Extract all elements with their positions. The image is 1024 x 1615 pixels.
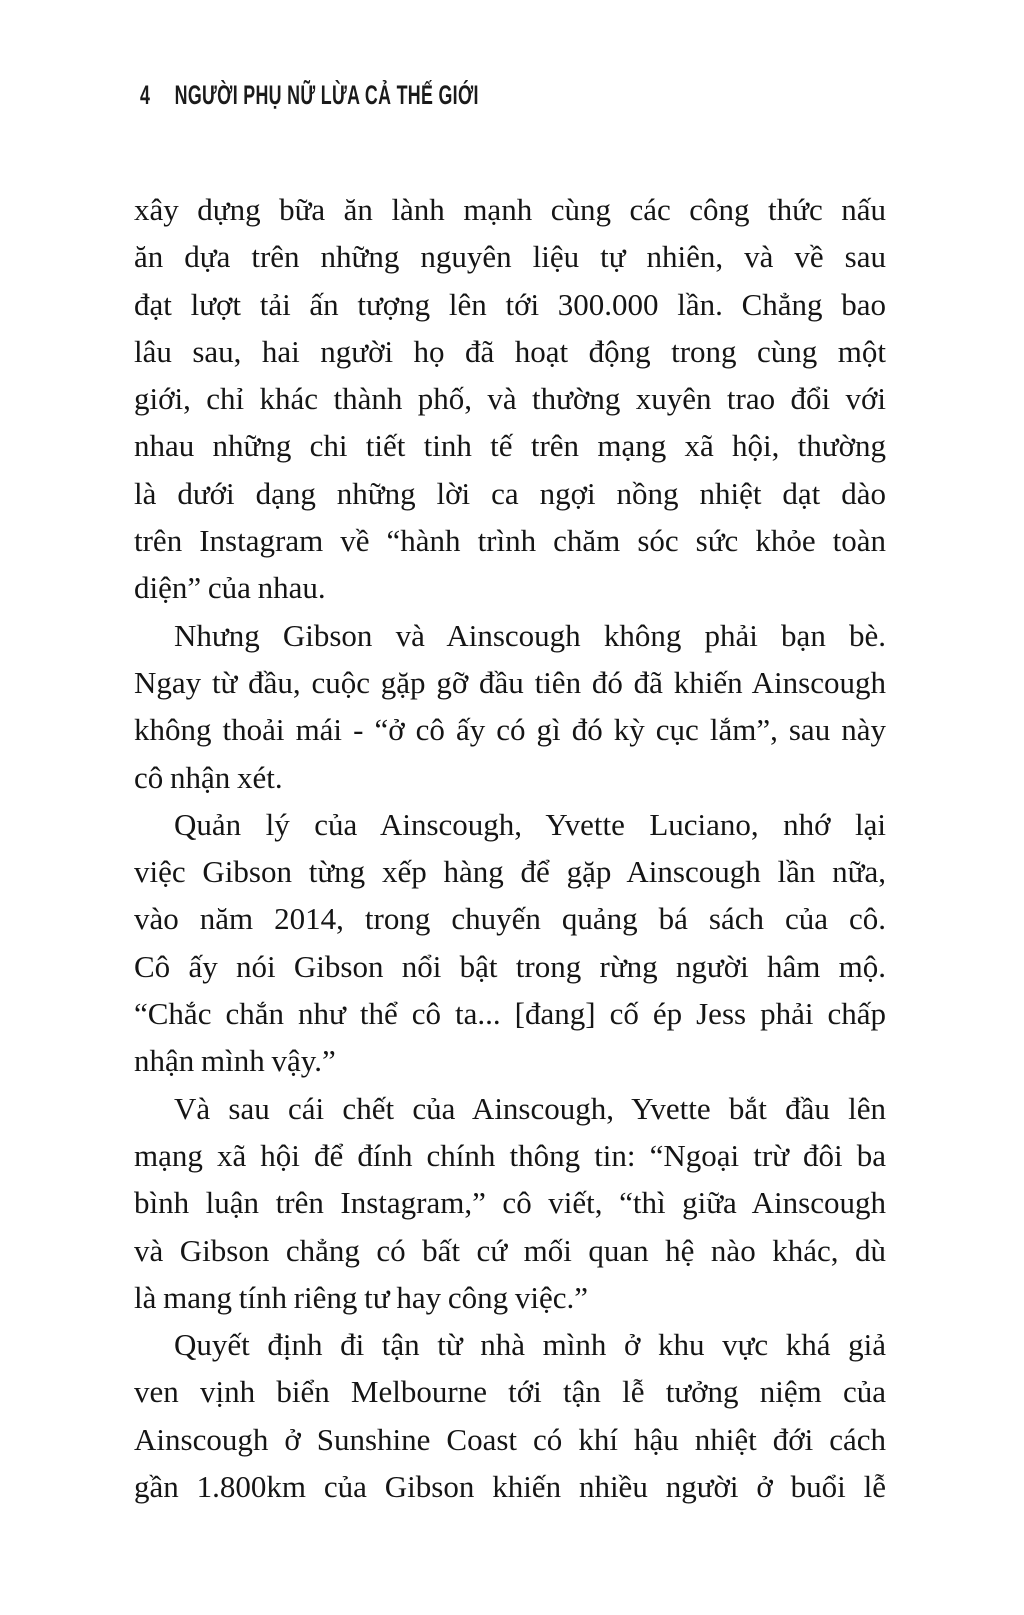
text-line: là dưới dạng những lời ca ngợi nồng nhiệt dạt dào (134, 475, 886, 511)
body-text (134, 186, 886, 1510)
text-line: không thoải mái - “ở cô ấy có gì đó kỳ cục lắm”, sau này (134, 712, 886, 748)
text-line: là mang tính riêng tư hay công việc.” (134, 1279, 588, 1315)
running-title: NGƯỜI PHỤ NỮ LỪA CẢ THẾ GIỚI (174, 80, 479, 110)
text-line: Và sau cái chết của Ainscough, Yvette bắt đầu lên (174, 1090, 886, 1126)
text-line: giới, chỉ khác thành phố, và thường xuyên trao đổi với (134, 381, 886, 417)
text-line: Nhưng Gibson và Ainscough không phải bạn bè. (174, 617, 886, 653)
text-line: diện” của nhau. (134, 570, 326, 606)
text-line: gần 1.800km của Gibson khiến nhiều người ở buổi lễ (134, 1469, 886, 1505)
text-line: “Chắc chắn như thể cô ta... [đang] cố ép Jess phải chấp (134, 996, 886, 1032)
text-line: việc Gibson từng xếp hàng để gặp Ainscough lần nữa, (134, 854, 886, 890)
text-line: nhận mình vậy.” (134, 1043, 336, 1079)
text-line: vào năm 2014, trong chuyến quảng bá sách của cô. (134, 901, 886, 937)
text-line: đạt lượt tải ấn tượng lên tới 300.000 lần. Chẳng bao (134, 286, 886, 322)
text-line: ăn dựa trên những nguyên liệu tự nhiên, và về sau (134, 239, 886, 275)
text-line: lâu sau, hai người họ đã hoạt động trong cùng một (134, 333, 886, 369)
text-line: trên Instagram về “hành trình chăm sóc sức khỏe toàn (134, 523, 886, 559)
text-line: bình luận trên Instagram,” cô viết, “thì giữa Ainscough (134, 1185, 886, 1221)
text-line: Cô ấy nói Gibson nổi bật trong rừng người hâm mộ. (134, 948, 886, 984)
text-line: xây dựng bữa ăn lành mạnh cùng các công thức nấu (134, 192, 886, 227)
text-line: nhau những chi tiết tinh tế trên mạng xã hội, thường (134, 428, 886, 464)
page-number: 4 (140, 80, 151, 110)
text-line: Ainscough ở Sunshine Coast có khí hậu nhiệt đới cách (134, 1421, 886, 1457)
running-header (140, 82, 479, 109)
text-line: Ngay từ đầu, cuộc gặp gỡ đầu tiên đó đã khiến Ainscough (134, 664, 886, 700)
text-line: cô nhận xét. (134, 759, 283, 795)
text-line: Quản lý của Ainscough, Yvette Luciano, nhớ lại (174, 806, 886, 842)
text-line: và Gibson chẳng có bất cứ mối quan hệ nào khác, dù (134, 1232, 886, 1268)
text-line: mạng xã hội để đính chính thông tin: “Ngoại trừ đôi ba (134, 1137, 886, 1173)
text-line: ven vịnh biển Melbourne tới tận lễ tưởng niệm của (134, 1374, 886, 1410)
text-line: Quyết định đi tận từ nhà mình ở khu vực khá giả (174, 1327, 886, 1363)
